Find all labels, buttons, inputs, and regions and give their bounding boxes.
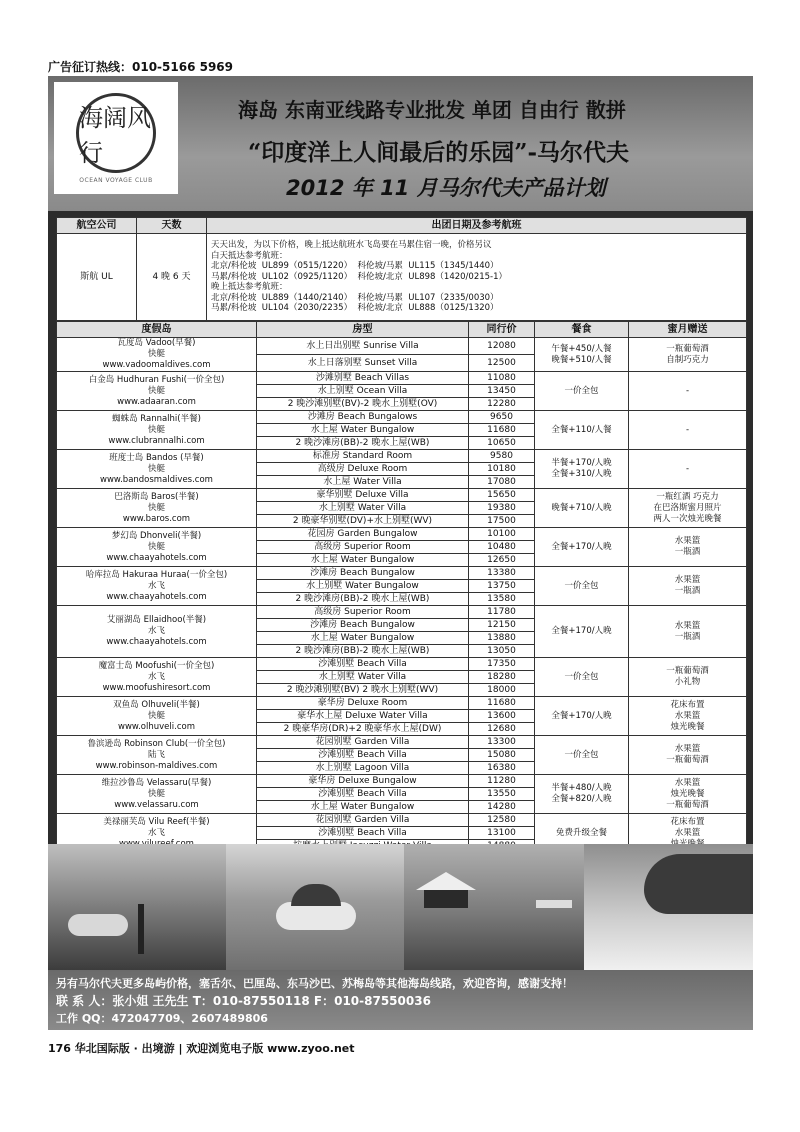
resort-price: 15650: [469, 489, 535, 502]
resort-room: 花园别墅 Garden Villa: [257, 814, 469, 827]
resort-room: 水上别墅 Lagoon Villa: [257, 762, 469, 775]
resort-meal: 一价全包: [535, 658, 629, 697]
photo-beach: [584, 844, 753, 970]
resort-name: 瓦度岛 Vadoo(早餐): [117, 338, 196, 348]
flight-days: 4 晚 6 天: [137, 234, 207, 321]
resort-price: 19380: [469, 502, 535, 515]
resort-room: 花园房 Garden Bungalow: [257, 528, 469, 541]
resort-price: 17350: [469, 658, 535, 671]
resort-price: 17080: [469, 476, 535, 489]
resort-meal: 晚餐+710/人晚: [535, 489, 629, 528]
resort-gift: 水果篮 一瓶酒: [629, 567, 747, 606]
resort-price: 9580: [469, 450, 535, 463]
ad-footer: [48, 970, 753, 1030]
resort-price: 9650: [469, 411, 535, 424]
resort-transfer: 快艇: [147, 502, 165, 513]
resort-room: 豪华房 Deluxe Bungalow: [257, 775, 469, 788]
logo-subtitle: OCEAN VOYAGE CLUB: [79, 176, 153, 184]
resort-price: 11680: [469, 424, 535, 437]
photo-island: [226, 844, 404, 970]
resort-price: 12580: [469, 814, 535, 827]
ad-header: [48, 76, 753, 211]
table-row: [57, 489, 747, 502]
resort-site: www.bandosmaldives.com: [100, 474, 213, 485]
resort-name: 魔富士岛 Moofushi(一价全包): [98, 660, 215, 671]
resort-transfer: 快艇: [147, 710, 165, 721]
resort-header-price: 同行价: [469, 322, 535, 338]
advertisement: [48, 76, 753, 1030]
footer-contact: 联 系 人：张小姐 王先生 T：010-87550118 F：010-87550036: [56, 994, 431, 1008]
resort-room: 2 晚沙滩房(BB)-2 晚水上屋(WB): [257, 645, 469, 658]
resort-gift: -: [629, 450, 747, 489]
resort-price: 13580: [469, 593, 535, 606]
resort-room: 高级房 Superior Room: [257, 541, 469, 554]
resort-island: [57, 736, 257, 775]
flight-header-airline: 航空公司: [57, 218, 137, 234]
resort-room: 2 晚沙滩别墅(BV) 2 晚水上别墅(WV): [257, 684, 469, 697]
resort-price: 12280: [469, 398, 535, 411]
ad-hotline: 广告征订热线：010-5166 5969: [48, 60, 234, 74]
resort-name: 白金岛 Hudhuran Fushi(一价全包): [88, 374, 225, 385]
resort-header-meal: 餐食: [535, 322, 629, 338]
resort-name: 班度士岛 Bandos (早餐): [109, 452, 204, 463]
resort-price: 12080: [469, 338, 535, 355]
resort-price: 10180: [469, 463, 535, 476]
resort-room: 水上日落别墅 Sunset Villa: [257, 355, 469, 372]
resort-transfer: 水飞: [147, 580, 165, 591]
table-row: [57, 450, 747, 463]
resort-room: 水上屋 Water Bungalow: [257, 632, 469, 645]
table-row: [57, 736, 747, 749]
resort-transfer: 快艇: [147, 463, 165, 474]
resort-site: www.chaayahotels.com: [106, 637, 207, 647]
resort-room: 豪华房 Deluxe Room: [257, 697, 469, 710]
table-row: [57, 814, 747, 827]
resort-name: 双鱼岛 Olhuveli(半餐): [113, 699, 200, 710]
resort-name: 哈库拉岛 Hakuraa Huraa(一价全包): [85, 569, 228, 580]
resort-price: 13380: [469, 567, 535, 580]
resort-price: 13600: [469, 710, 535, 723]
table-row: [57, 338, 747, 355]
resort-price: 16380: [469, 762, 535, 775]
resort-name: 蜘蛛岛 Rannalhi(半餐): [112, 413, 201, 424]
resort-gift: 水果篮 一瓶酒: [629, 606, 747, 658]
resort-header-gift: 蜜月赠送: [629, 322, 747, 338]
resort-room: 2 晚沙滩别墅(BV)-2 晚水上别墅(OV): [257, 398, 469, 411]
header-line-3: 2012 年 11 月马尔代夫产品计划: [286, 176, 606, 200]
resort-room: 水上屋 Water Bungalow: [257, 801, 469, 814]
resort-room: 2 晚豪华房(DR)+2 晚豪华水上屋(DW): [257, 723, 469, 736]
resort-transfer: 快艇: [147, 424, 165, 435]
resort-meal: 全餐+110/人餐: [535, 411, 629, 450]
resort-room: 沙滩房 Beach Bungalow: [257, 567, 469, 580]
table-row: [57, 528, 747, 541]
resort-island: [57, 372, 257, 411]
resort-meal: 午餐+450/人餐 晚餐+510/人餐: [535, 338, 629, 372]
company-logo: [54, 82, 178, 194]
resort-name: 巴洛斯岛 Baros(半餐): [114, 491, 199, 502]
flight-table: [56, 217, 747, 321]
resort-room: 水上屋 Water Villa: [257, 476, 469, 489]
resort-meal: 一价全包: [535, 372, 629, 411]
flight-header-dates: 出团日期及参考航班: [207, 218, 747, 234]
resort-price: 17500: [469, 515, 535, 528]
resort-price: 14280: [469, 801, 535, 814]
resort-meal: 免费升级全餐: [535, 814, 629, 853]
resort-gift: -: [629, 411, 747, 450]
resort-header-room: 房型: [257, 322, 469, 338]
resort-table: [56, 321, 747, 853]
resort-room: 沙滩别墅 Beach Villa: [257, 827, 469, 840]
resort-price: 18280: [469, 671, 535, 684]
photo-strip: [48, 844, 753, 970]
resort-price: 13450: [469, 385, 535, 398]
resort-meal: 全餐+170/人晚: [535, 606, 629, 658]
resort-island: [57, 489, 257, 528]
photo-lounge: [48, 844, 226, 970]
resort-transfer: 陆飞: [147, 749, 165, 760]
resort-price: 10650: [469, 437, 535, 450]
resort-room: 2 晚沙滩房(BB)-2 晚水上屋(WB): [257, 593, 469, 606]
resort-gift: 水果篮 烛光晚餐 一瓶葡萄酒: [629, 775, 747, 814]
resort-price: 11080: [469, 372, 535, 385]
resort-price: 12680: [469, 723, 535, 736]
resort-site: www.chaayahotels.com: [106, 591, 207, 602]
resort-island: [57, 658, 257, 697]
resort-site: www.velassaru.com: [114, 799, 199, 810]
resort-price: 12500: [469, 355, 535, 372]
resort-island: [57, 775, 257, 814]
resort-name: 梦幻岛 Dhonveli(半餐): [111, 530, 202, 541]
resort-meal: 一价全包: [535, 567, 629, 606]
resort-price: 13100: [469, 827, 535, 840]
resort-name: 美禄丽芙岛 Vilu Reef(半餐): [103, 816, 210, 827]
resort-meal: 全餐+170/人晚: [535, 528, 629, 567]
resort-island: [57, 697, 257, 736]
photo-water-villa: [404, 844, 584, 970]
resort-room: 水上日出别墅 Sunrise Villa: [257, 338, 469, 355]
resort-room: 水上别墅 Water Villa: [257, 502, 469, 515]
resort-name: 艾丽湖岛 Ellaidhoo(半餐): [106, 615, 207, 625]
resort-room: 水上屋 Water Bungalow: [257, 424, 469, 437]
header-line-1: 海岛 东南亚线路专业批发 单团 自由行 散拼: [238, 98, 626, 122]
resort-price: 10480: [469, 541, 535, 554]
resort-price: 11780: [469, 606, 535, 619]
resort-site: www.robinson-maldives.com: [95, 760, 218, 771]
footer-qq: 工作 QQ：472047709、2607489806: [56, 1012, 268, 1025]
header-line-2: “印度洋上人间最后的乐园”-马尔代夫: [248, 139, 630, 166]
resort-gift: 花床布置 水果篮 烛光晚餐: [629, 697, 747, 736]
resort-header-island: 度假岛: [57, 322, 257, 338]
resort-transfer: 快艇: [147, 349, 165, 359]
resort-transfer: 水飞: [147, 827, 165, 838]
resort-gift: 一瓶葡萄酒 小礼物: [629, 658, 747, 697]
resort-island: [57, 450, 257, 489]
resort-meal: 一价全包: [535, 736, 629, 775]
resort-price: 11680: [469, 697, 535, 710]
resort-site: www.olhuveli.com: [118, 721, 195, 732]
resort-gift: 水果篮 一瓶酒: [629, 528, 747, 567]
resort-island: [57, 338, 257, 372]
resort-price: 11280: [469, 775, 535, 788]
resort-gift: -: [629, 372, 747, 411]
resort-transfer: 快艇: [147, 385, 165, 396]
resort-room: 花园别墅 Garden Villa: [257, 736, 469, 749]
table-row: [57, 411, 747, 424]
resort-price: 12650: [469, 554, 535, 567]
resort-transfer: 水飞: [147, 671, 165, 682]
table-row: [57, 658, 747, 671]
product-table-wrap: [56, 217, 746, 853]
table-row: [57, 372, 747, 385]
resort-gift: 水果篮 一瓶葡萄酒: [629, 736, 747, 775]
resort-price: 13750: [469, 580, 535, 593]
resort-gift: 花床布置 水果篮: [629, 814, 747, 853]
resort-site: www.baros.com: [122, 513, 191, 524]
resort-room: 豪华别墅 Deluxe Villa: [257, 489, 469, 502]
resort-site: www.vadoomaldives.com: [102, 360, 211, 370]
table-row: [57, 697, 747, 710]
resort-room: 水上别墅 Water Villa: [257, 671, 469, 684]
resort-price: 10100: [469, 528, 535, 541]
resort-site: www.moofushiresort.com: [102, 682, 211, 693]
resort-room: 沙滩房 Beach Bungalows: [257, 411, 469, 424]
resort-site: www.adaaran.com: [117, 396, 196, 407]
resort-room: 水上屋 Water Bungalow: [257, 554, 469, 567]
resort-island: [57, 567, 257, 606]
resort-gift: 一瓶红酒 巧克力 在巴洛斯蜜月照片 两人一次烛光晚餐: [629, 489, 747, 528]
resort-price: 15080: [469, 749, 535, 762]
resort-gift: 一瓶葡萄酒 自制巧克力: [629, 338, 747, 372]
resort-island: [57, 411, 257, 450]
resort-price: 13880: [469, 632, 535, 645]
resort-room: 高级房 Superior Room: [257, 606, 469, 619]
resort-room: 沙滩别墅 Beach Villa: [257, 658, 469, 671]
table-row: [57, 567, 747, 580]
resort-room: 2 晚豪华别墅(DV)+水上别墅(WV): [257, 515, 469, 528]
resort-name: 鲁滨逊岛 Robinson Club(一价全包): [87, 738, 226, 749]
resort-price: 13300: [469, 736, 535, 749]
resort-price: 13050: [469, 645, 535, 658]
resort-meal: 全餐+170/人晚: [535, 697, 629, 736]
table-row: [57, 606, 747, 619]
flight-airline: 斯航 UL: [57, 234, 137, 321]
resort-name: 维拉沙鲁岛 Velassaru(早餐): [101, 777, 212, 788]
footer-promo: 另有马尔代夫更多岛屿价格，塞舌尔、巴厘岛、东马沙巴、苏梅岛等其他海岛线路，欢迎咨询，感谢支持！: [56, 977, 573, 990]
resort-room: 2 晚沙滩房(BB)-2 晚水上屋(WB): [257, 437, 469, 450]
resort-price: 18000: [469, 684, 535, 697]
logo-emblem: 海阔风行: [76, 93, 156, 173]
resort-price: 12150: [469, 619, 535, 632]
resort-site: www.chaayahotels.com: [106, 552, 207, 563]
resort-room: 豪华水上屋 Deluxe Water Villa: [257, 710, 469, 723]
resort-island: [57, 528, 257, 567]
resort-meal: 半餐+480/人晚 全餐+820/人晚: [535, 775, 629, 814]
page-footer: 176 华北国际版 · 出境游 | 欢迎浏览电子版 www.zyoo.net: [48, 1042, 355, 1055]
resort-transfer: 快艇: [147, 788, 165, 799]
resort-transfer: 快艇: [147, 541, 165, 552]
flight-header-days: 天数: [137, 218, 207, 234]
resort-room: 水上别墅 Water Bungalow: [257, 580, 469, 593]
table-row: [57, 775, 747, 788]
resort-room: 水上别墅 Ocean Villa: [257, 385, 469, 398]
resort-room: 沙滩别墅 Beach Villa: [257, 788, 469, 801]
resort-island: [57, 606, 257, 658]
resort-room: 标准房 Standard Room: [257, 450, 469, 463]
flight-info: 天天出发，为以下价格，晚上抵达航班水飞岛要在马累住宿一晚，价格另议 白天抵达参考航班： 北京/科伦坡 UL899（0515/1220） 科伦坡/马累 UL115（1345/1440） 马累/科伦坡 UL102（0925/1120） 科伦坡/北京 UL898（1420/0215-1） 晚上抵达参考航班： 北京/科伦坡 UL889（1440/2140） 科伦坡/马累 UL107（2335/0030） 马累/科伦坡 UL104（2030/2235） 科伦坡/北京 UL888（0125/1320）: [207, 234, 747, 321]
resort-site: www.clubrannalhi.com: [108, 435, 205, 446]
resort-room: 沙滩房 Beach Bungalow: [257, 619, 469, 632]
resort-room: 高级房 Deluxe Room: [257, 463, 469, 476]
resort-price: 13550: [469, 788, 535, 801]
resort-room: 沙滩别墅 Beach Villas: [257, 372, 469, 385]
resort-room: 沙滩别墅 Beach Villa: [257, 749, 469, 762]
resort-meal: 半餐+170/人晚 全餐+310/人晚: [535, 450, 629, 489]
resort-transfer: 水飞: [147, 626, 165, 636]
